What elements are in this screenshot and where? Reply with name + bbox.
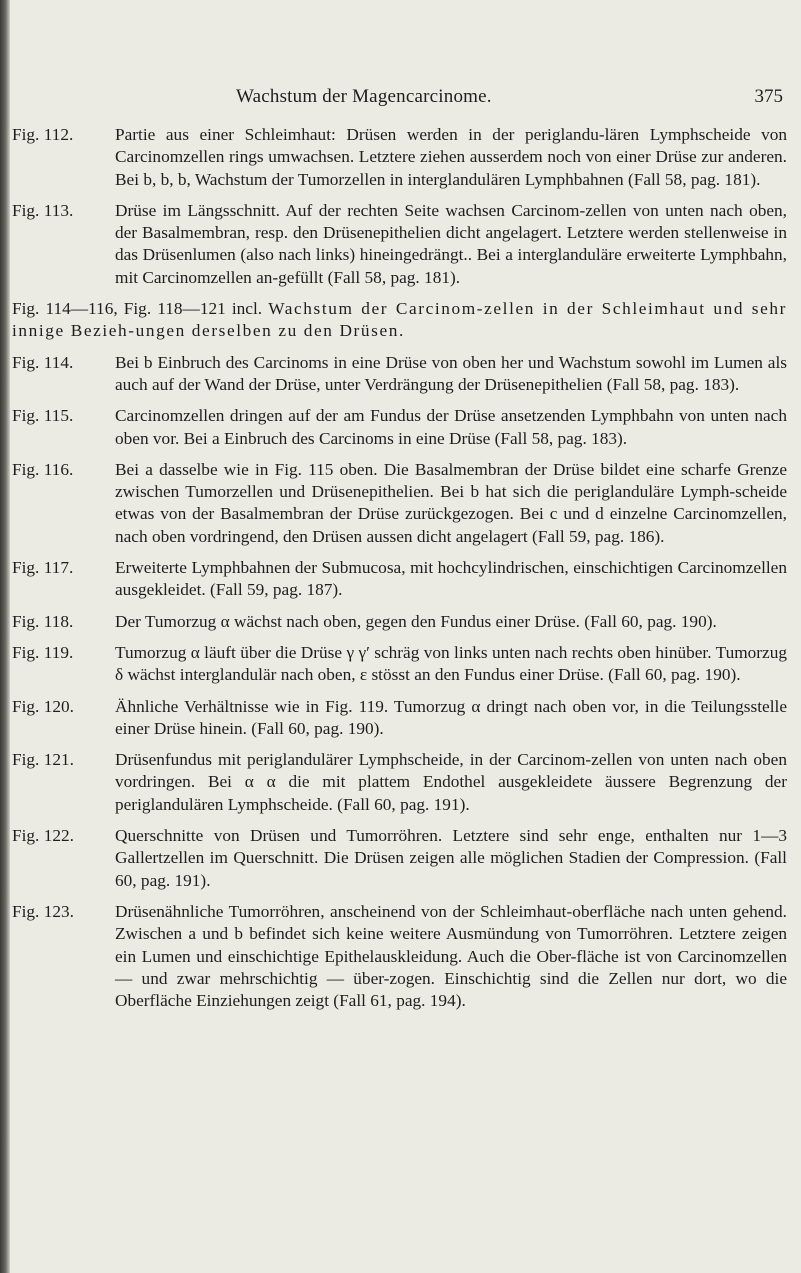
caption-fig-118 bbox=[12, 611, 787, 633]
caption-text: Querschnitte von Drüsen und Tumorröhren. Letztere sind sehr enge, enthalten nur 1—3 Gallertzellen im Querschnitt. Die Drüsen zeigen alle möglichen Stadien der Compression. (Fall 60, pag. 191). bbox=[115, 826, 787, 890]
caption-fig-123 bbox=[12, 901, 787, 1012]
page-binding-shadow bbox=[0, 0, 10, 1273]
caption-text: Bei a dasselbe wie in Fig. 115 oben. Die Basalmembran der Drüse bildet eine scharfe Grenze zwischen Tumorzellen und Drüsenepithelien. Bei b hat sich die periglanduläre Lymph-scheide etwas von der Basalmembran der Drüse zurückgezogen. Bei c und d einzelne Carcinomzellen, nach oben vordringend, den Drüsen aussen dicht angelagert (Fall 59, pag. 186). bbox=[115, 459, 787, 546]
figure-label: Fig. 117. bbox=[12, 558, 74, 578]
caption-text: Bei b Einbruch des Carcinoms in eine Drüse von oben her und Wachstum sowohl im Lumen als auch auf der Wand der Drüse, unter Verdrängung der Drüsenepithelien (Fall 58, pag. 183). bbox=[115, 352, 787, 394]
caption-text: Erweiterte Lymphbahnen der Submucosa, mit hochcylindrischen, einschichtigen Carcinomzellen ausgekleidet. (Fall 59, pag. 187). bbox=[115, 558, 787, 600]
caption-fig-114-121-group bbox=[12, 298, 787, 343]
caption-text: Partie aus einer Schleimhaut: Drüsen werden in der periglandu-lären Lymphscheide von Carcinomzellen rings umwachsen. Letztere ziehen ausserdem noch von einer Drüse zur anderen. Bei b, b, b, Wachstum der Tumorzellen in interglandulären Lymphbahnen (Fall 58, pag. 181). bbox=[115, 125, 787, 189]
caption-fig-116 bbox=[12, 459, 787, 548]
caption-fig-112 bbox=[12, 124, 787, 191]
caption-text: Ähnliche Verhältnisse wie in Fig. 119. Tumorzug α dringt nach oben vor, in die Teilungsstelle einer Drüse hinein. (Fall 60, pag. 190). bbox=[115, 696, 787, 738]
caption-text: Der Tumorzug α wächst nach oben, gegen den Fundus einer Drüse. (Fall 60, pag. 190). bbox=[115, 611, 717, 631]
figure-label: Fig. 123. bbox=[12, 901, 74, 921]
figure-label: Fig. 116. bbox=[12, 459, 74, 479]
caption-text: Tumorzug α läuft über die Drüse γ γ′ schräg von links unten nach rechts oben hinüber. Tumorzug δ wächst interglandulär nach oben, ε stösst an den Fundus einer Drüse. (Fall 60, pag. 190). bbox=[115, 642, 787, 685]
caption-fig-121 bbox=[12, 749, 787, 816]
figure-label: Fig. 115. bbox=[12, 406, 74, 426]
figure-captions bbox=[12, 124, 787, 1021]
figure-label: Fig. 122. bbox=[12, 826, 74, 846]
figure-label: Fig. 114—116, Fig. 118—121 incl. bbox=[12, 299, 263, 319]
caption-fig-120 bbox=[12, 696, 787, 741]
caption-fig-114 bbox=[12, 352, 787, 397]
caption-text: Wachstum der Carcinom-zellen in der Schleimhaut und sehr innige Bezieh-ungen derselben zu den Drüsen. bbox=[12, 299, 787, 341]
figure-label: Fig. 112. bbox=[12, 125, 74, 144]
page-number: 375 bbox=[754, 86, 783, 107]
caption-fig-117 bbox=[12, 557, 787, 602]
caption-fig-119 bbox=[12, 642, 787, 687]
figure-label: Fig. 114. bbox=[12, 352, 74, 372]
caption-text: Drüse im Längsschnitt. Auf der rechten Seite wachsen Carcinom-zellen von unten nach oben, der Basalmembran, resp. den Drüsenepithelien dicht angelagert. Letztere werden stellenweise in das Drüsenlumen (also nach links) hineingedrängt.. Bei a interglanduläre erweiterte Lymphbahn, mit Carcinomzellen an-gefüllt (Fall 58, pag. 181). bbox=[115, 200, 787, 287]
caption-text: Drüsenfundus mit periglandulärer Lymphscheide, in der Carcinom-zellen von unten nach oben vordringen. Bei α α die mit plattem Endothel ausgekleidete äussere Begrenzung der periglandulären Lymphscheide. (Fall 60, pag. 191). bbox=[115, 750, 787, 814]
figure-label: Fig. 113. bbox=[12, 200, 74, 220]
caption-text: Drüsenähnliche Tumorröhren, anscheinend von der Schleimhaut-oberfläche nach unten gehend. Zwischen a und b befindet sich keine weitere Ausmündung von Tumorröhren. Letztere zeigen ein Lumen und einschichtige Epithelauskleidung. Auch die Ober-fläche ist von Carcinomzellen — und zwar mehrschichtig — über-zogen. Einschichtig sind die Zellen nur dort, wo die Oberfläche Einziehungen zeigt (Fall 61, pag. 194). bbox=[115, 901, 787, 1011]
figure-label: Fig. 118. bbox=[12, 611, 74, 631]
caption-fig-113 bbox=[12, 200, 787, 289]
page-header bbox=[0, 86, 801, 116]
caption-text: Carcinomzellen dringen auf der am Fundus der Drüse ansetzenden Lymphbahn von unten nach oben vor. Bei a Einbruch des Carcinoms in eine Drüse (Fall 58, pag. 183). bbox=[115, 406, 787, 448]
figure-label: Fig. 121. bbox=[12, 750, 74, 770]
caption-fig-122 bbox=[12, 825, 787, 892]
figure-label: Fig. 119. bbox=[12, 642, 74, 662]
caption-fig-115 bbox=[12, 405, 787, 450]
running-title: Wachstum der Magencarcinome. bbox=[236, 86, 492, 107]
figure-label: Fig. 120. bbox=[12, 696, 74, 716]
